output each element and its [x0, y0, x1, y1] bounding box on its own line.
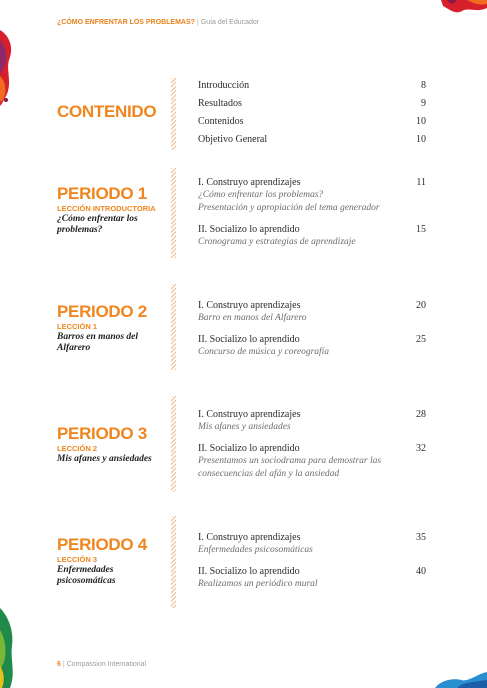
period-1-heading — [57, 185, 175, 236]
section-page: 40 — [416, 566, 426, 577]
section-entry[interactable] — [198, 176, 426, 189]
section-page: 35 — [416, 532, 426, 543]
lesson-label: LECCIÓN 1 — [57, 322, 98, 331]
section-page: 32 — [416, 443, 426, 454]
page-footer — [57, 661, 146, 668]
section-page: 20 — [416, 300, 426, 311]
lesson-name: ¿Cómo enfrentar los problemas? — [57, 214, 138, 235]
contents-item-label: Contenidos — [198, 116, 244, 127]
section-label: I. Construyo aprendizajes — [198, 532, 301, 543]
contents-list — [198, 77, 426, 149]
section-label: II. Socializo lo aprendido — [198, 566, 300, 577]
contents-item[interactable] — [198, 131, 426, 149]
period-3-heading — [57, 425, 175, 465]
period-title: PERIODO 3 — [57, 424, 147, 443]
paint-splash-top-right — [427, 0, 487, 20]
section-subtitle: Mis afanes y ansiedades — [198, 422, 291, 432]
contents-item[interactable] — [198, 77, 426, 95]
section-page: 25 — [416, 334, 426, 345]
page-number: 6 — [57, 661, 61, 668]
contents-item-label: Introducción — [198, 80, 250, 91]
section-label: II. Socializo lo aprendido — [198, 443, 300, 454]
period-3-sections — [198, 408, 426, 481]
lesson-label: LECCIÓN 3 — [57, 555, 98, 564]
section-page: 28 — [416, 409, 426, 420]
header-subtitle: Guía del Educador — [200, 19, 260, 26]
section-entry[interactable] — [198, 299, 426, 312]
section-subtitle: Concurso de música y coreografía — [198, 347, 330, 357]
section-subtitle: Barro en manos del Alfarero — [198, 313, 307, 323]
section-subtitle: Enfermedades psicosomáticas — [198, 545, 313, 555]
header-title: ¿CÓMO ENFRENTAR LOS PROBLEMAS? — [57, 19, 195, 26]
paint-splash-bottom-left — [0, 600, 22, 688]
contents-item-page: 9 — [421, 98, 426, 109]
paint-dot-left — [2, 96, 10, 104]
section-subtitle: Presentamos un sociodrama para demostrar las — [198, 456, 382, 466]
section-label: I. Construyo aprendizajes — [198, 300, 301, 311]
lesson-label: LECCIÓN 2 — [57, 444, 98, 453]
lesson-name: Barros en manos del Alfarero — [57, 332, 139, 353]
period-2-sections — [198, 299, 426, 359]
section-entry[interactable] — [198, 565, 426, 578]
period-1-divider — [171, 168, 176, 258]
lesson-label: LECCIÓN INTRODUCTORIA — [57, 204, 156, 213]
section-subtitle: consecuencias del afán y la ansiedad — [198, 469, 340, 479]
contents-divider — [171, 78, 176, 150]
section-label: II. Socializo lo aprendido — [198, 224, 300, 235]
period-3-divider — [171, 396, 176, 492]
period-title: PERIODO 1 — [57, 184, 147, 203]
footer-organization: Compassion International — [66, 661, 147, 668]
header-separator: | — [196, 19, 199, 26]
contents-item-label: Objetivo General — [198, 134, 268, 145]
section-entry[interactable] — [198, 442, 426, 455]
section-subtitle: Realizamos un periódico mural — [198, 579, 318, 589]
section-label: I. Construyo aprendizajes — [198, 177, 301, 188]
paint-splash-bottom-right — [427, 670, 487, 688]
section-page: 15 — [416, 224, 426, 235]
section-subtitle: Presentación y apropiación del tema generador — [198, 203, 380, 213]
contents-item[interactable] — [198, 95, 426, 113]
section-entry[interactable] — [198, 408, 426, 421]
section-entry[interactable] — [198, 531, 426, 544]
section-page: 11 — [416, 177, 426, 188]
lesson-name: Enfermedades psicosomáticas — [57, 565, 116, 586]
section-label: I. Construyo aprendizajes — [198, 409, 301, 420]
section-entry[interactable] — [198, 333, 426, 346]
contents-item-page: 10 — [416, 134, 426, 145]
period-4-heading — [57, 536, 175, 587]
section-subtitle: Cronograma y estrategias de aprendizaje — [198, 237, 356, 247]
period-4-divider — [171, 516, 176, 608]
lesson-name: Mis afanes y ansiedades — [57, 454, 152, 464]
section-entry[interactable] — [198, 223, 426, 236]
period-title: PERIODO 2 — [57, 302, 147, 321]
section-label: II. Socializo lo aprendido — [198, 334, 300, 345]
period-title: PERIODO 4 — [57, 535, 147, 554]
footer-separator: | — [62, 661, 65, 668]
period-2-heading — [57, 303, 175, 354]
contents-item-page: 10 — [416, 116, 426, 127]
section-subtitle: ¿Cómo enfrentar los problemas? — [198, 190, 324, 200]
period-2-divider — [171, 284, 176, 370]
page-header — [57, 19, 259, 26]
contents-item-label: Resultados — [198, 98, 242, 109]
contents-title: CONTENIDO — [57, 102, 157, 121]
contents-item-page: 8 — [421, 80, 426, 91]
contents-item[interactable] — [198, 113, 426, 131]
period-4-sections — [198, 531, 426, 591]
period-1-sections — [198, 176, 426, 249]
